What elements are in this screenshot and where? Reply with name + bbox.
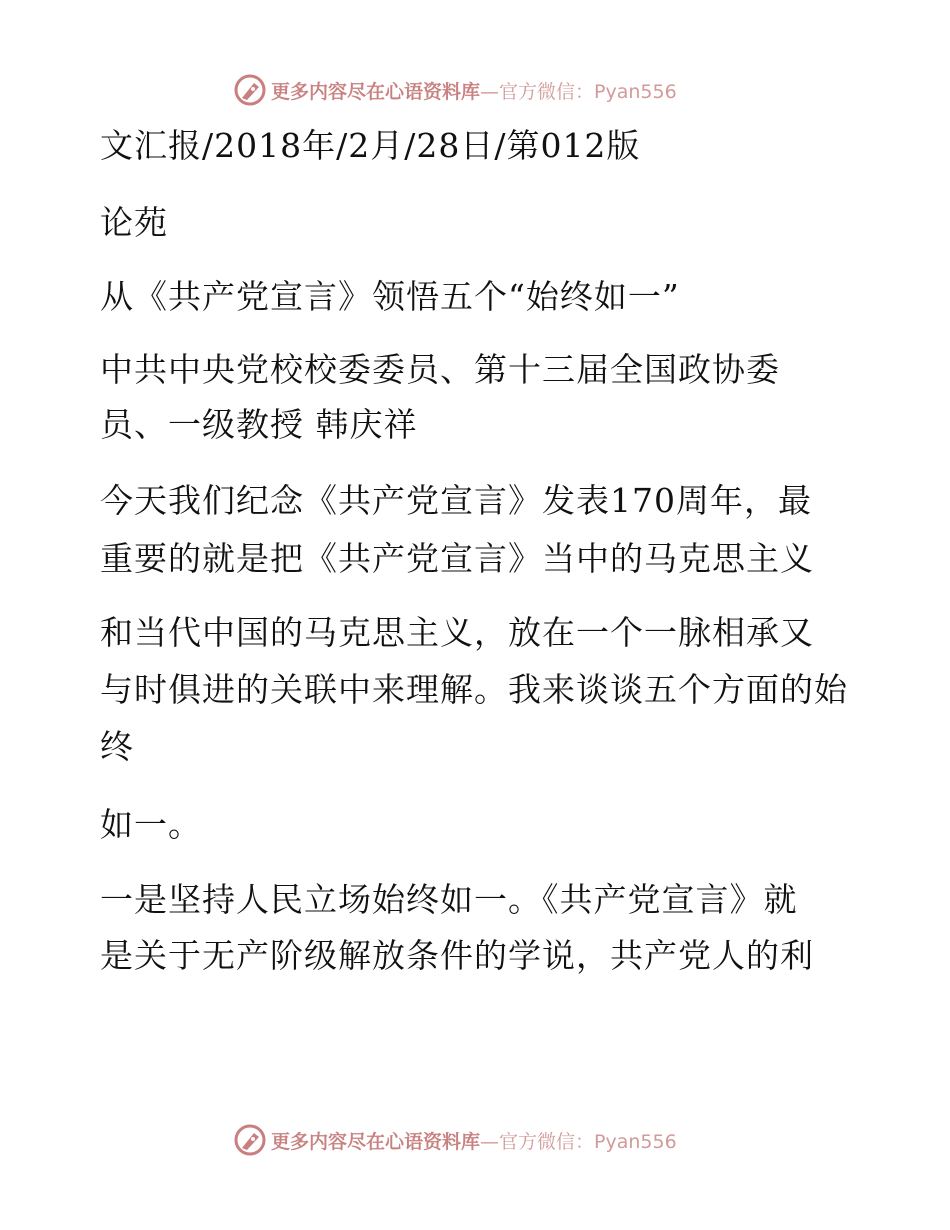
author-line-2: 员、一级教授 韩庆祥 (100, 405, 418, 444)
paragraph-line: 是关于无产阶级解放条件的学说，共产党人的利 (100, 936, 814, 975)
paragraph-line: 今天我们纪念《共产党宣言》发表170周年，最 (100, 481, 812, 520)
watermark-text (271, 1127, 677, 1154)
pen-nib-logo-icon (233, 73, 267, 107)
watermark-text (271, 77, 677, 104)
article-title: 从《共产党宣言》领悟五个“始终如一” (100, 277, 680, 316)
column-name: 论苑 (100, 203, 168, 242)
pen-nib-logo-icon (233, 1123, 267, 1157)
watermark-header (233, 70, 677, 110)
paragraph-line: 一是坚持人民立场始终如一。《共产党宣言》就 (100, 880, 798, 919)
paragraph-line: 与时俱进的关联中来理解。我来谈谈五个方面的始 (100, 670, 848, 709)
watermark-brand: 更多内容尽在心语资料库 (271, 80, 481, 103)
paragraph-line: 终 (100, 727, 134, 766)
source-line: 文汇报/2018年/2月/28日/第012版 (100, 126, 641, 165)
watermark-brand: 更多内容尽在心语资料库 (271, 1130, 481, 1153)
watermark-contact: —官方微信：Pyan556 (480, 80, 677, 103)
author-line-1: 中共中央党校校委委员、第十三届全国政协委 (100, 350, 780, 389)
watermark-footer (233, 1120, 677, 1160)
paragraph-line: 重要的就是把《共产党宣言》当中的马克思主义 (100, 539, 814, 578)
watermark-contact: —官方微信：Pyan556 (480, 1130, 677, 1153)
paragraph-line: 如一。 (100, 805, 202, 844)
paragraph-line: 和当代中国的马克思主义，放在一个一脉相承又 (100, 613, 814, 652)
